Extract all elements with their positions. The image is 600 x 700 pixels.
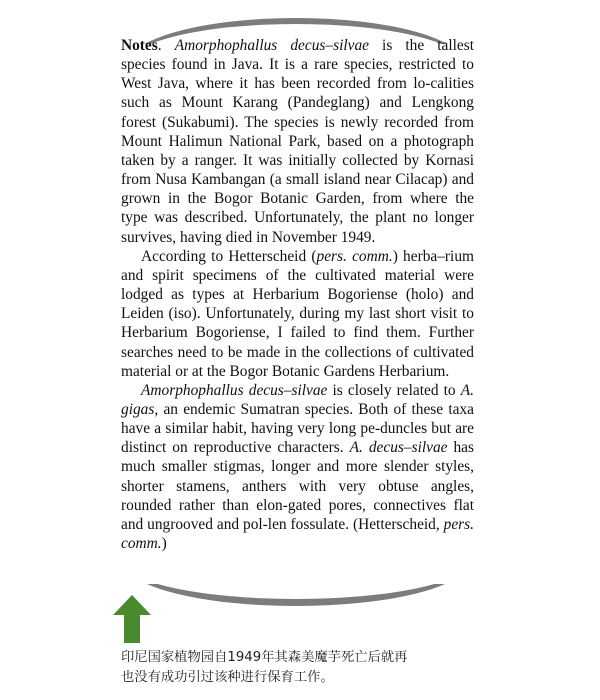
citation-italic: pers. comm. xyxy=(316,247,393,265)
text-run: . xyxy=(157,37,175,54)
caption xyxy=(121,648,481,688)
species-name: Amorphophallus decus–silvae xyxy=(174,37,369,54)
paragraph-comparison xyxy=(121,381,474,553)
scanned-page-excerpt xyxy=(112,18,480,606)
text-run: is the tallest species found in Java. It is a rare species, restricted to West Java, where it has been recorded from lo-calities such as Mount Karang (Pandeglang) and Lengkong forest (Sukabumi). The species is newly recorded from Mount Halimun National Park, based on a photograph taken by a ranger. It was initially collected by Kornasi from Nusa Kambangan (a small island near Cilacap) and grown in the Bogor Botanic Garden, from where the type was described. Unfortunately, the plant no longer survives, having died in November 1949. xyxy=(121,37,475,246)
up-arrow-icon xyxy=(113,595,151,643)
paragraph-notes xyxy=(121,36,474,247)
caption-line-2: 也没有成功引过该种进行保育工作。 xyxy=(121,670,334,685)
text-run: ) xyxy=(161,535,167,553)
caption-line-1: 印尼国家植物园自1949年其森美魔芋死亡后就再 xyxy=(121,650,408,665)
species-name: Amorphophallus decus–silvae xyxy=(141,381,328,399)
text-run: ) herba–rium and spirit specimens of the cultivated material were lodged as types at Herbarium Bogoriense (holo) and Leiden (iso). Unfortunately, during my last short visit to Herbarium Bogoriense, I failed to find them. Further searches need to be made in the collections of cultivated material or at the Bogor Botanic Gardens Herbarium. xyxy=(121,247,474,380)
text-run: has much smaller stigmas, longer and more slender styles, shorter stamens, anthers with very obtuse angles, rounded rather than elon-gated pores, connectives flat and ungrooved and pol-len fossulate. (Hetterscheid, xyxy=(121,439,474,533)
paragraph-hetterscheid xyxy=(121,247,474,381)
page-curl-bottom xyxy=(112,584,480,606)
species-name: A. decus–silvae xyxy=(349,439,448,457)
species-name: A. gigas xyxy=(121,381,475,418)
notes-text xyxy=(121,36,474,553)
citation-italic: pers. comm. xyxy=(121,515,474,553)
text-run: , an endemic Sumatran species. Both of these taxa have a similar habit, having very long pe-duncles but are distinct on reproductive characters. xyxy=(121,400,474,457)
notes-heading: Notes xyxy=(121,37,158,54)
text-run: According to Hetterscheid ( xyxy=(141,247,317,265)
text-run: is closely related to xyxy=(327,381,461,399)
